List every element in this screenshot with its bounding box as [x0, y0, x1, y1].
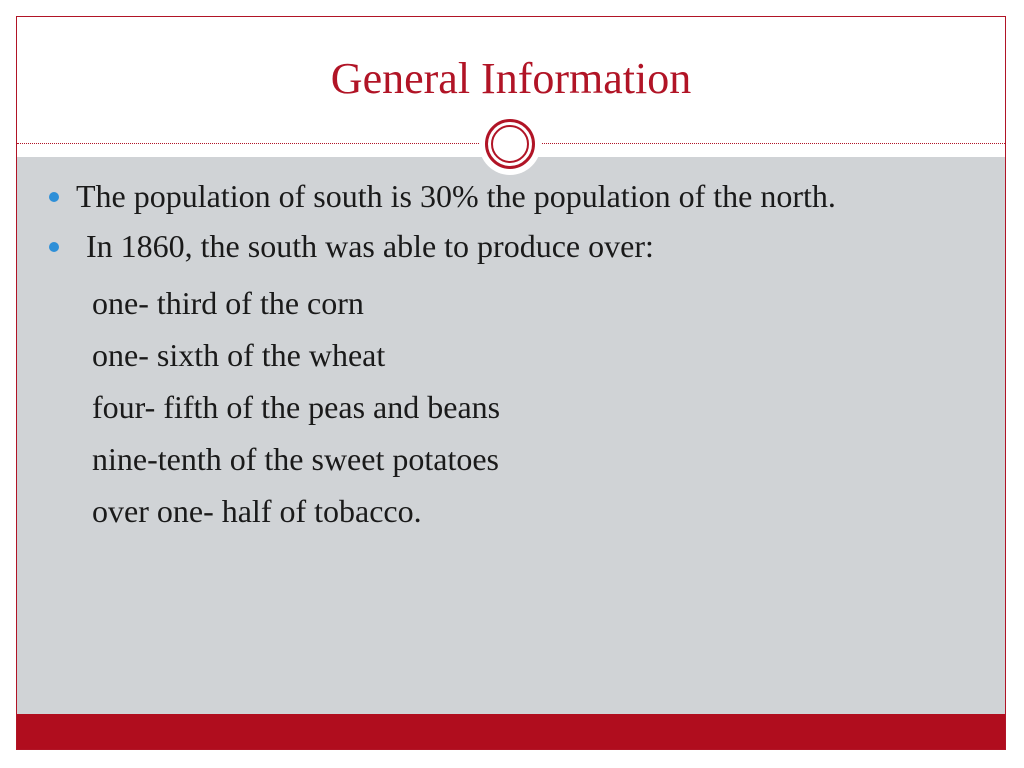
bullet-text: In 1860, the south was able to produce over:	[86, 228, 654, 264]
bullet-text: The population of south is 30% the population of the north.	[76, 178, 836, 214]
sub-line: four- fifth of the peas and beans	[92, 389, 501, 425]
sub-line: nine-tenth of the sweet potatoes	[92, 441, 499, 477]
sub-line: one- third of the corn	[92, 285, 364, 321]
footer-bar	[17, 714, 1005, 749]
double-circle-inner-ring	[491, 125, 529, 163]
bullet-item	[17, 177, 1005, 215]
bullet-dot-icon	[49, 242, 59, 252]
slide	[16, 16, 1006, 750]
sub-line: one- sixth of the wheat	[92, 337, 386, 373]
sub-line: over one- half of tobacco.	[92, 493, 422, 529]
bullet-dot-icon	[49, 192, 59, 202]
slide-body	[17, 177, 1005, 537]
slide-title: General Information	[330, 54, 692, 103]
bullet-item	[17, 227, 1005, 265]
